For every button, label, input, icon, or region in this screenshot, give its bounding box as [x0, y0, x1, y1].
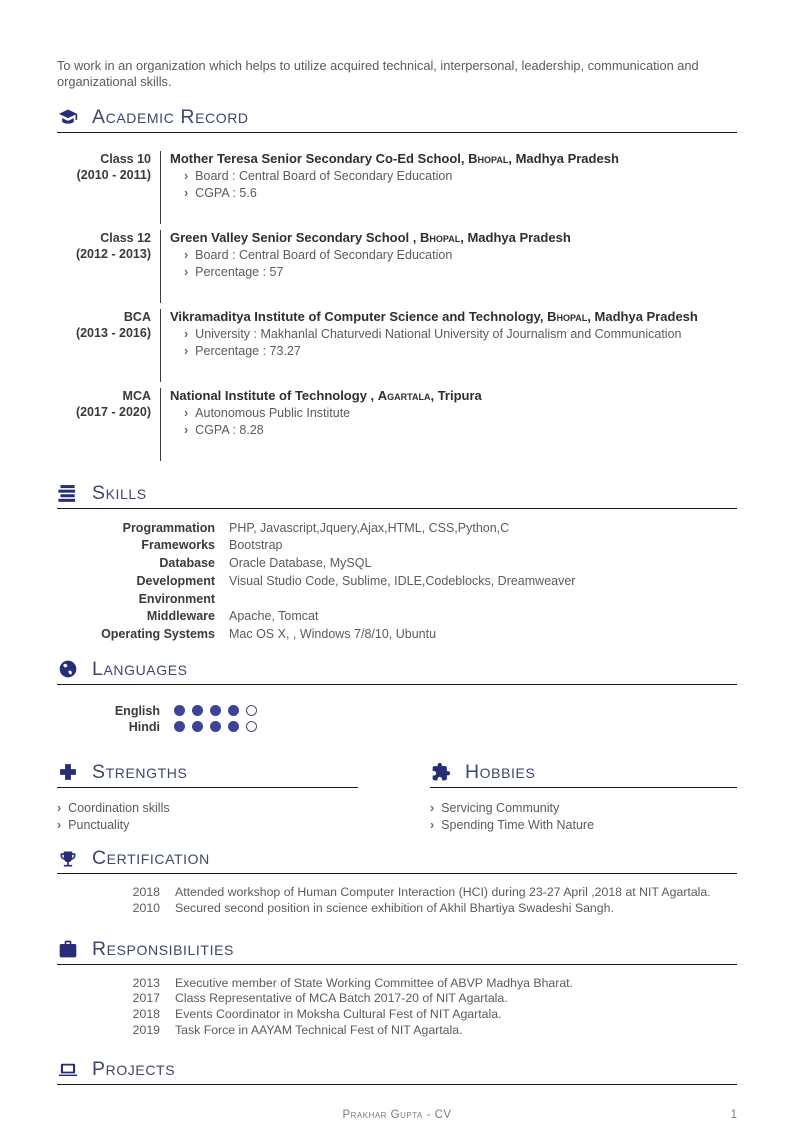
section-title: Academic Record [92, 105, 249, 128]
section-title: Certification [92, 847, 210, 870]
skill-value: Apache, Tomcat [229, 609, 319, 624]
entry-bullet: › CGPA : 8.28 [170, 422, 482, 439]
chevron-right-icon [430, 817, 441, 834]
skill-value: Bootstrap [229, 538, 283, 553]
rating-dot-filled [174, 721, 185, 732]
entry-degree: MCA [122, 388, 151, 403]
entry-title: National Institute of Technology , Agartala, Tripura [170, 387, 482, 403]
item-year: 2018 [132, 1006, 160, 1021]
section-title: Hobbies [465, 760, 536, 783]
rating-dot-filled [192, 721, 203, 732]
section-title: Strengths [92, 760, 188, 783]
bars-icon [57, 482, 79, 504]
entry-body [160, 309, 698, 382]
section-title: Languages [92, 657, 188, 680]
responsibility-item [57, 976, 737, 992]
list-item: › Spending Time With Nature [430, 817, 737, 834]
item-year: 2017 [132, 991, 160, 1006]
skill-value: Visual Studio Code, Sublime, IDLE,Codeblocks, Dreamweaver [229, 573, 576, 588]
entry-degree: BCA [123, 309, 151, 324]
entry-dates: (2017 - 2020) [75, 405, 151, 420]
list-item: › Servicing Community [430, 800, 737, 817]
item-text: Class Representative of MCA Batch 2017-20 of NIT Agartala. [175, 991, 508, 1006]
certification-list [57, 885, 737, 916]
item-year: 2018 [132, 885, 160, 900]
language-rating [174, 705, 257, 716]
language-list [57, 703, 737, 735]
chevron-right-icon [57, 817, 68, 834]
globe-icon [57, 658, 79, 680]
section-rule [430, 787, 737, 788]
entry-bullet: › Board : Central Board of Secondary Education [170, 168, 619, 185]
skill-label: Middleware [146, 609, 215, 624]
chevron-right-icon [184, 264, 195, 281]
entry-bullet: › Percentage : 73.27 [170, 343, 698, 360]
entry-bullet: › Autonomous Public Institute [170, 405, 482, 422]
rating-dot-empty [246, 721, 257, 732]
entry-title: Mother Teresa Senior Secondary Co-Ed School, Bhopal, Madhya Pradesh [170, 150, 619, 166]
section-certification [57, 847, 737, 916]
section-rule [57, 787, 358, 788]
entry-body [160, 388, 482, 461]
entry-bullet: › CGPA : 5.6 [170, 185, 619, 202]
rating-dot-filled [210, 705, 221, 716]
entry-bullet: › Board : Central Board of Secondary Education [170, 247, 571, 264]
skill-row [57, 537, 737, 555]
skill-label: Database [159, 556, 215, 571]
entry-title: Green Valley Senior Secondary School , Bhopal, Madhya Pradesh [170, 229, 571, 245]
chevron-right-icon [184, 247, 195, 264]
skill-label: Operating Systems [101, 626, 215, 641]
entry-bullet: › University : Makhanlal Chaturvedi National University of Journalism and Communication [170, 326, 698, 343]
section-title: Responsibilities [92, 937, 234, 960]
language-rating [174, 721, 257, 732]
skill-row [57, 608, 737, 626]
section-rule [57, 132, 737, 133]
section-header [57, 938, 737, 961]
chevron-right-icon [184, 405, 195, 422]
rating-dot-empty [246, 705, 257, 716]
laptop-icon [57, 1059, 79, 1081]
item-year: 2013 [132, 975, 160, 990]
chevron-right-icon [184, 168, 195, 185]
skill-row [57, 573, 737, 608]
academic-entries [57, 151, 737, 461]
item-year: 2010 [132, 900, 160, 915]
section-hobbies [430, 761, 737, 834]
chevron-right-icon [184, 422, 195, 439]
academic-entry-class10 [57, 151, 737, 224]
section-header [57, 761, 358, 784]
section-header [57, 482, 737, 505]
entry-degree: Class 10 [100, 151, 151, 166]
item-year: 2019 [132, 1022, 160, 1037]
entry-dates: (2013 - 2016) [75, 326, 151, 341]
skill-row [57, 520, 737, 538]
chevron-right-icon [184, 343, 195, 360]
section-title: Projects [92, 1058, 176, 1081]
entry-title: Vikramaditya Institute of Computer Science and Technology, Bhopal, Madhya Pradesh [170, 308, 698, 324]
section-title: Skills [92, 481, 147, 504]
strengths-list [57, 800, 358, 834]
plus-icon [57, 761, 79, 783]
skill-value: PHP, Javascript,Jquery,Ajax,HTML, CSS,Python,C [229, 520, 510, 535]
rating-dot-filled [192, 705, 203, 716]
certification-item [57, 901, 737, 917]
responsibility-item [57, 1023, 737, 1039]
section-rule [57, 1084, 737, 1085]
language-row [57, 719, 737, 735]
section-academic-record [57, 106, 737, 461]
language-row [57, 703, 737, 719]
section-header [57, 106, 737, 129]
section-header [57, 847, 737, 870]
entry-body [160, 151, 619, 224]
section-header [57, 1058, 737, 1081]
section-header [57, 658, 737, 681]
section-header [430, 761, 737, 784]
chevron-right-icon [184, 326, 195, 343]
skill-value: Oracle Database, MySQL [229, 556, 372, 571]
item-text: Attended workshop of Human Computer Interaction (HCI) during 23-27 April ,2018 at NIT Agartala. [175, 885, 711, 900]
section-rule [57, 873, 737, 874]
skill-label: Development Environment [136, 573, 215, 606]
section-rule [57, 508, 737, 509]
hobbies-list [430, 800, 737, 834]
item-text: Events Coordinator in Moksha Cultural Fest of NIT Agartala. [175, 1006, 502, 1021]
briefcase-icon [57, 938, 79, 960]
puzzle-piece-icon [430, 761, 452, 783]
responsibility-item [57, 991, 737, 1007]
entry-bullet: › Percentage : 57 [170, 264, 571, 281]
list-item: › Coordination skills [57, 800, 358, 817]
certification-item [57, 885, 737, 901]
skills-table [57, 520, 737, 644]
entry-dates: (2010 - 2011) [76, 168, 151, 183]
skill-label: Frameworks [141, 538, 215, 553]
entry-body [160, 230, 571, 303]
chevron-right-icon [430, 800, 441, 817]
entry-dates: (2012 - 2013) [75, 247, 151, 262]
item-text: Secured second position in science exhibition of Akhil Bhartiya Swadeshi Sangh. [175, 900, 614, 915]
skill-value: Mac OS X, , Windows 7/8/10, Ubuntu [229, 626, 437, 641]
rating-dot-filled [174, 705, 185, 716]
footer-title: Prakhar Gupta - CV [342, 1109, 452, 1121]
section-projects [57, 1058, 737, 1085]
responsibility-item [57, 1007, 737, 1023]
rating-dot-filled [228, 705, 239, 716]
chevron-right-icon [57, 800, 68, 817]
section-skills [57, 482, 737, 644]
language-name: English [114, 703, 160, 718]
skill-row [57, 626, 737, 644]
skill-row [57, 555, 737, 573]
strengths-hobbies-row [57, 761, 737, 834]
chevron-right-icon [184, 185, 195, 202]
academic-entry-class12 [57, 230, 737, 303]
section-languages [57, 658, 737, 735]
objective-text: To work in an organization which helps to utilize acquired technical, interpersonal, leadership, communication and organizational skills. [57, 58, 699, 90]
responsibilities-list [57, 976, 737, 1039]
item-text: Executive member of State Working Committee of ABVP Madhya Bharat. [175, 975, 574, 990]
entry-degree: Class 12 [100, 230, 151, 245]
section-rule [57, 684, 737, 685]
section-strengths [57, 761, 358, 834]
rating-dot-filled [228, 721, 239, 732]
rating-dot-filled [210, 721, 221, 732]
section-responsibilities [57, 938, 737, 1039]
section-rule [57, 964, 737, 965]
page-number: 1 [730, 1109, 737, 1121]
academic-entry-mca [57, 388, 737, 461]
skill-label: Programmation [122, 520, 215, 535]
language-name: Hindi [128, 719, 160, 734]
graduation-cap-icon [57, 106, 79, 128]
item-text: Task Force in AAYAM Technical Fest of NIT Agartala. [175, 1022, 463, 1037]
trophy-icon [57, 848, 79, 870]
academic-entry-bca [57, 309, 737, 382]
list-item: › Punctuality [57, 817, 358, 834]
